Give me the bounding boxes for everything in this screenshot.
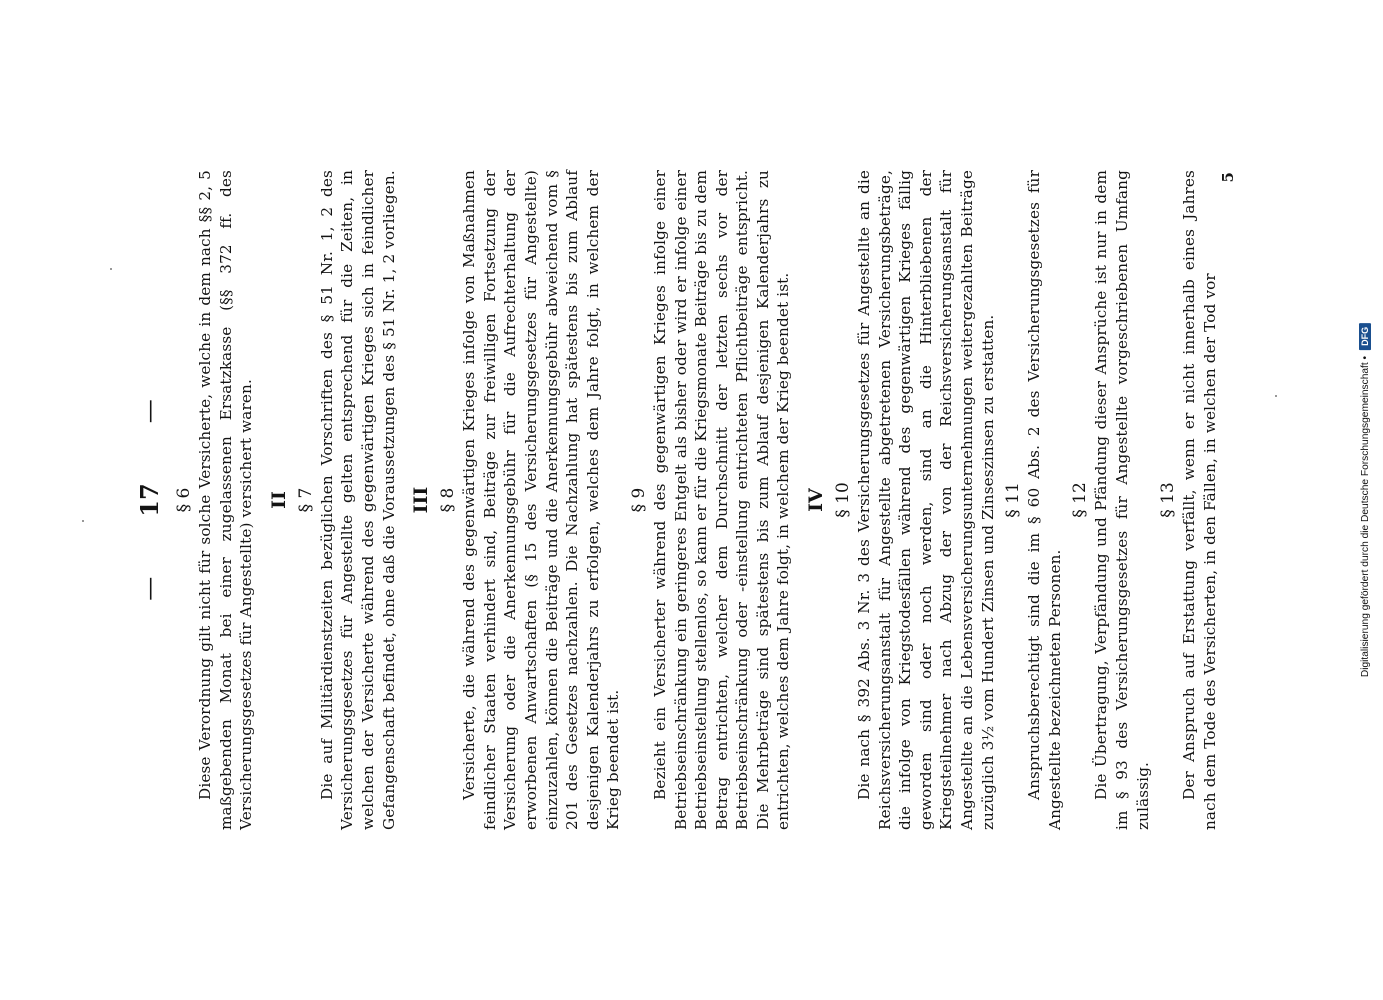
section-text: Anspruchsberechtigt sind die im § 60 Abs. 2 des Versicherungsgesetzes für Angestellte bezeichneten Personen.: [1025, 170, 1064, 830]
page-number: 17: [134, 483, 164, 517]
section-heading: § 9: [628, 487, 649, 513]
credit-text: Digitalisierung gefördert durch die Deutsche Forschungsgemeinschaft •: [1359, 355, 1371, 678]
section-text: Bezieht ein Versicherter während des gegenwärtigen Krieges infolge einer Betriebseinschränkung ein geringeres Entgelt als bisher oder wird er infolge einer Betriebseinstellung stellenlos, so kann er für die Kriegsmonate Beiträge bis zu dem Betrag entrichten, welcher dem Durchschnitt der letzten sechs vor der Betriebseinschränkung oder -einstellung entrichteten Pflichtbeiträge entspricht. Die Mehrbeträge sind spätestens bis zum Ablauf desjenigen Kalenderjahrs zu entrichten, welches dem Jahre folgt, in welchem der Krieg beendet ist.: [650, 170, 793, 830]
section-heading: § 7: [295, 487, 316, 513]
section-text: Die nach § 392 Abs. 3 Nr. 3 des Versicherungsgesetzes für Angestellte an die Reichsversicherungsanstalt für Angestellte abgetretenen Versicherungsbeträge, die infolge von Kriegstodesfällen während des gegenwärtigen Krieges fällig geworden sind oder noch werden, sind an die Hinterbliebenen der Kriegsteilnehmer nach Abzug der von der Reichsversicherungsanstalt für Angestellte an die Lebensversicherungsunternehmungen weitergezahlten Beiträge zuzüglich 3½ vom Hundert Zinsen und Zinseszinsen zu erstatten.: [855, 170, 997, 830]
section-text: Die auf Militärdienstzeiten bezüglichen Vorschriften des § 51 Nr. 1, 2 des Versicherungsgesetzes für Angestellte gelten entsprechend für die Zeiten, in welchen der Versicherte während des gegenwärtigen Krieges sich in feindlicher Gefangenschaft befindet, ohne daß die Voraussetzungen des § 51 Nr. 1, 2 vorliegen.: [317, 170, 398, 830]
section-text: Diese Verordnung gilt nicht für solche Versicherte, welche in dem nach §§ 2, 5 maßgebenden Monat bei einer zugelassenen Ersatzkasse (§§ 372 ff. des Versicherungsgesetzes für Angestellte) versichert waren.: [196, 170, 256, 830]
scan-speck: [1275, 395, 1277, 397]
section-heading: § 13: [1158, 482, 1179, 518]
section-heading: § 10: [833, 482, 854, 518]
scan-speck: [82, 520, 84, 522]
scan-speck: [110, 268, 112, 270]
part-numeral: II: [267, 491, 290, 509]
section-heading: § 11: [1003, 482, 1024, 518]
header-dash-left: —: [135, 576, 163, 601]
section-heading: § 12: [1070, 482, 1091, 518]
dfg-logo: DFG: [1359, 323, 1371, 350]
section-text: Der Anspruch auf Erstattung verfällt, wenn er nicht innerhalb eines Jahres nach dem Tode des Versicherten, in den Fällen, in welchen der Tod vor: [1180, 170, 1219, 830]
header-dash-right: —: [135, 399, 163, 424]
section-text: Die Übertragung, Verpfändung und Pfändung dieser Ansprüche ist nur in dem im § 93 des Versicherungsgesetzes für Angestellte vorgeschriebenen Umfang zulässig.: [1092, 170, 1152, 830]
signature-mark: 5: [1219, 172, 1237, 183]
section-heading: § 8: [438, 487, 459, 513]
page-header: [129, 170, 169, 830]
section-text: Versicherte, die während des gegenwärtigen Krieges infolge von Maßnahmen feindlicher Staaten verhindert sind, Beiträge zur freiwilligen Fortsetzung der Versicherung oder die Anerkennungsgebühr für die Aufrechterhaltung der erworbenen Anwartschaften (§ 15 des Versicherungsgesetzes für Angestellte) einzuzahlen, können die Beiträge und die Anerkennungsgebühr abweichend vom § 201 des Gesetzes nachzahlen. Die Nachzahlung hat spätestens bis zum Ablauf desjenigen Kalenderjahrs zu erfolgen, welches dem Jahre folgt, in welchem der Krieg beendet ist.: [460, 170, 623, 830]
part-numeral: IV: [805, 488, 828, 512]
digitization-credit: [1359, 323, 1371, 677]
rotated-text-block: [115, 170, 1235, 830]
section-heading: § 6: [174, 487, 194, 513]
part-numeral: III: [410, 486, 433, 514]
